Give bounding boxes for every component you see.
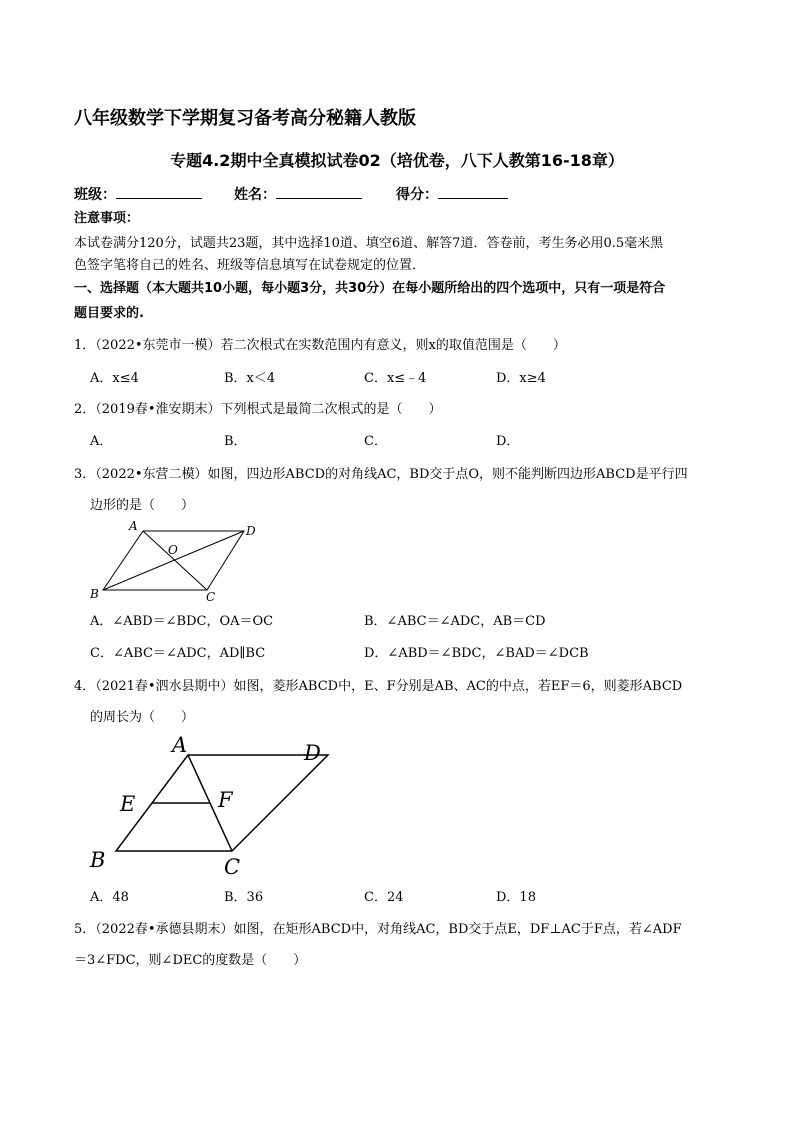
question-2-option-c[interactable]: C． xyxy=(364,434,387,449)
notice-heading: 注意事项： xyxy=(74,211,140,226)
question-2-option-d[interactable]: D． xyxy=(496,434,520,449)
class-label: 班级： xyxy=(74,187,116,203)
label-o: O xyxy=(168,543,178,557)
exam-title: 专题4.2期中全真模拟试卷02（培优卷，八下人教第16-18章） xyxy=(170,151,624,170)
name-field xyxy=(234,184,362,204)
question-3-option-a[interactable]: A．∠ABD＝∠BDC，OA＝OC xyxy=(90,614,274,629)
document-header-title: 八年级数学下学期复习备考高分秘籍人教版 xyxy=(74,108,416,129)
question-3-text-line-1: 3．（2022•东营二模）如图，四边形ABCD的对角线AC，BD交于点O，则不能判断四边形ABCD是平行四 xyxy=(74,467,688,482)
label-b: B xyxy=(90,587,99,601)
score-label: 得分： xyxy=(396,187,438,203)
question-4-text-line-2: 的周长为（ ） xyxy=(90,710,195,725)
question-3-parallelogram-figure xyxy=(86,518,266,608)
question-4-text-line-1: 4．（2021春•泗水县期中）如图，菱形ABCD中，E、F分别是AB、AC的中点，若EF＝6，则菱形ABCD xyxy=(74,679,683,694)
notice-line-1: 本试卷满分120分，试题共23题，其中选择10道、填空6道、解答7道．答卷前，考生务必用0.5毫米黑 xyxy=(74,236,664,251)
diagonal-bd xyxy=(103,531,244,590)
name-blank xyxy=(276,184,362,199)
label-d: D xyxy=(246,524,256,538)
diagonal-ac xyxy=(143,531,207,590)
section-heading-line-1: 一、选择题（本大题共10小题，每小题3分，共30分）在每小题所给出的四个选项中，只有一项是符合 xyxy=(74,281,666,296)
question-1-option-b[interactable]: B．x＜4 xyxy=(224,371,276,386)
question-3-text-line-2: 边形的是（ ） xyxy=(90,498,195,513)
question-4-option-d[interactable]: D．18 xyxy=(496,890,536,905)
question-2-option-a[interactable]: A． xyxy=(90,434,113,449)
question-3-option-c[interactable]: C．∠ABC＝∠ADC，AD∥BC xyxy=(90,646,266,661)
section-heading-line-2: 题目要求的. xyxy=(74,306,144,321)
score-field xyxy=(396,184,508,204)
label-c: C xyxy=(206,590,216,604)
score-blank xyxy=(438,184,508,199)
question-3-option-d[interactable]: D．∠ABD＝∠BDC，∠BAD＝∠DCB xyxy=(364,646,589,661)
class-blank xyxy=(116,184,202,199)
label-b: B xyxy=(90,848,106,872)
question-4-option-b[interactable]: B．36 xyxy=(224,890,264,905)
question-1-option-a[interactable]: A．x≤4 xyxy=(90,371,139,386)
question-2-text: 2．（2019春•淮安期末）下列根式是最简二次根式的是（ ） xyxy=(74,402,442,417)
question-1-text: 1．（2022•东莞市一模）若二次根式在实数范围内有意义，则x的取值范围是（ ） xyxy=(74,338,566,353)
label-d: D xyxy=(304,741,321,765)
question-1-option-c[interactable]: C．x≤﹣4 xyxy=(364,371,427,386)
question-4-rhombus-figure xyxy=(86,730,336,880)
label-f: F xyxy=(218,788,233,812)
question-2-option-b[interactable]: B． xyxy=(224,434,247,449)
label-a: A xyxy=(172,733,188,757)
question-5-text-line-1: 5．（2022春•承德县期末）如图，在矩形ABCD中，对角线AC，BD交于点E，DF⊥AC于F点，若∠ADF xyxy=(74,922,682,937)
question-3-option-b[interactable]: B．∠ABC＝∠ADC，AB＝CD xyxy=(364,614,546,629)
question-4-option-a[interactable]: A．48 xyxy=(90,890,129,905)
class-field xyxy=(74,184,202,204)
question-4-option-c[interactable]: C．24 xyxy=(364,890,404,905)
notice-line-2: 色签字笔将自己的姓名、班级等信息填写在试卷规定的位置． xyxy=(74,258,426,273)
question-5-text-line-2: ＝3∠FDC，则∠DEC的度数是（ ） xyxy=(74,953,307,968)
label-c: C xyxy=(224,855,241,879)
question-1-option-d[interactable]: D．x≥4 xyxy=(496,371,546,386)
label-e: E xyxy=(120,792,136,816)
name-label: 姓名： xyxy=(234,187,276,203)
label-a: A xyxy=(129,519,138,533)
